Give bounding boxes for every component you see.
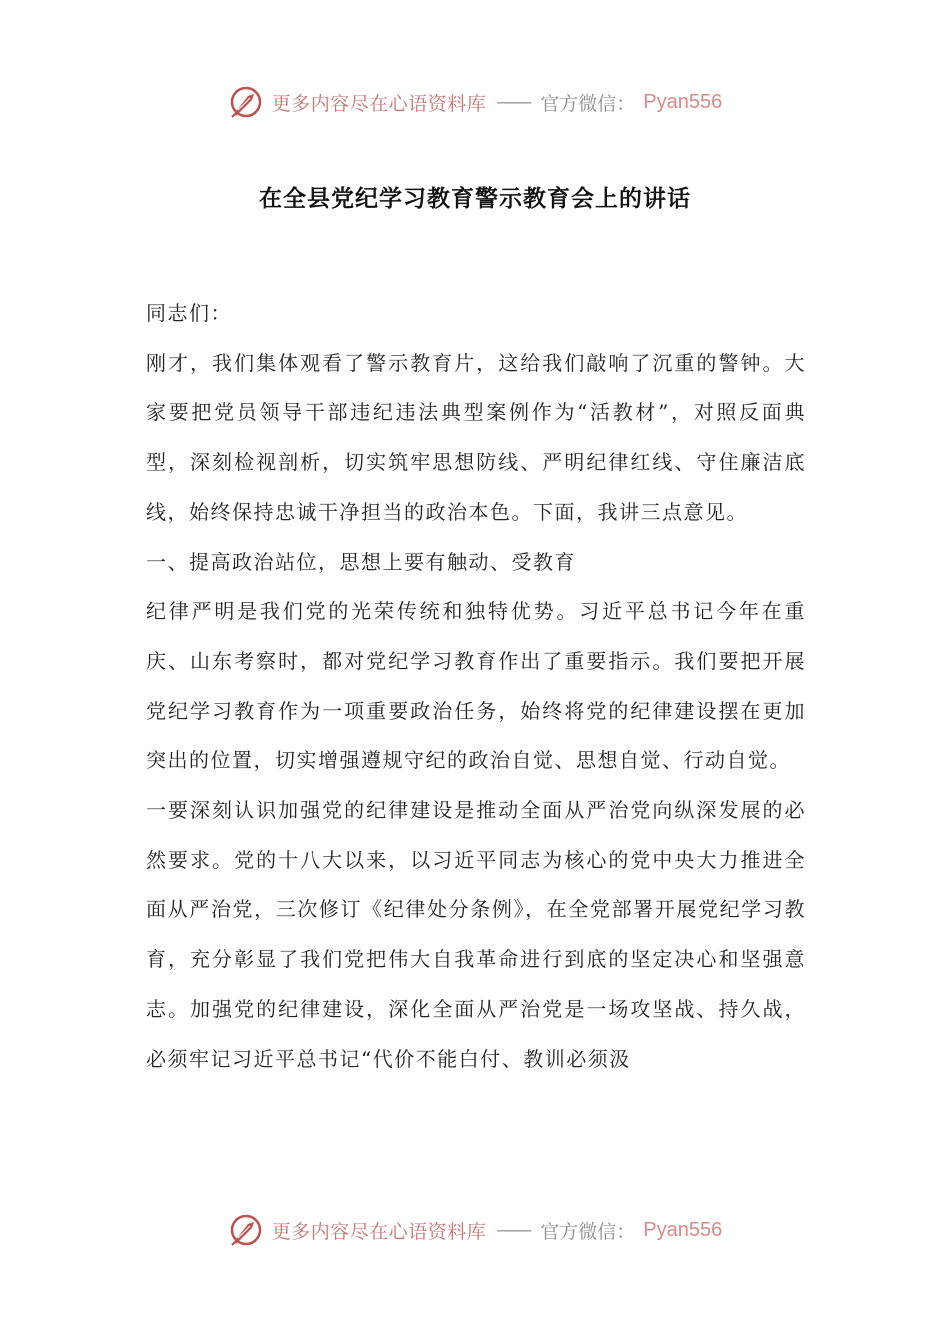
document-body (146, 289, 806, 1084)
section-heading: 一、提高政治站位，思想上要有触动、受教育 (146, 549, 576, 574)
watermark-label: 官方微信： (540, 92, 636, 115)
watermark-wechat-id: Pyan556 (643, 90, 723, 113)
page-title: 在全县党纪学习教育警示教育会上的讲话 (259, 186, 691, 212)
watermark-label: 官方微信： (540, 1220, 636, 1243)
watermark-text: 更多内容尽在心语资料库 (271, 1220, 487, 1243)
intro-paragraph: 刚才，我们集体观看了警示教育片，这给我们敲响了沉重的警钟。大家要把党员领导干部违纪违法典型案例作为“活教材”，对照反面典型，深刻检视剖析，切实筑牢思想防线、严明纪律红线、守住廉洁底线，始终保持忠诚干净担当的政治本色。下面，我讲三点意见。 (146, 350, 806, 524)
watermark-wechat-id: Pyan556 (643, 1218, 723, 1241)
header-watermark (0, 80, 950, 124)
watermark-separator: —— (496, 1219, 531, 1241)
pen-nib-logo-icon (228, 1212, 264, 1248)
pen-nib-logo-icon (228, 84, 264, 120)
salutation-paragraph: 同志们： (146, 301, 232, 325)
watermark-separator: —— (496, 91, 531, 113)
watermark-text: 更多内容尽在心语资料库 (271, 92, 487, 115)
body-paragraph: 一要深刻认识加强党的纪律建设是推动全面从严治党向纵深发展的必然要求。党的十八大以来，以习近平同志为核心的党中央大力推进全面从严治党，三次修订《纪律处分条例》，在全党部署开展党纪学习教育，充分彰显了我们党把伟大自我革命进行到底的坚定决心和坚强意志。加强党的纪律建设，深化全面从严治党是一场攻坚战、持久战，必须牢记习近平总书记“代价不能白付、教训必须汲 (146, 798, 806, 1071)
body-paragraph: 纪律严明是我们党的光荣传统和独特优势。习近平总书记今年在重庆、山东考察时，都对党纪学习教育作出了重要指示。我们要把开展党纪学习教育作为一项重要政治任务，始终将党的纪律建设摆在更加突出的位置，切实增强遵规守纪的政治自觉、思想自觉、行动自觉。 (146, 599, 806, 773)
footer-watermark (0, 1208, 950, 1252)
